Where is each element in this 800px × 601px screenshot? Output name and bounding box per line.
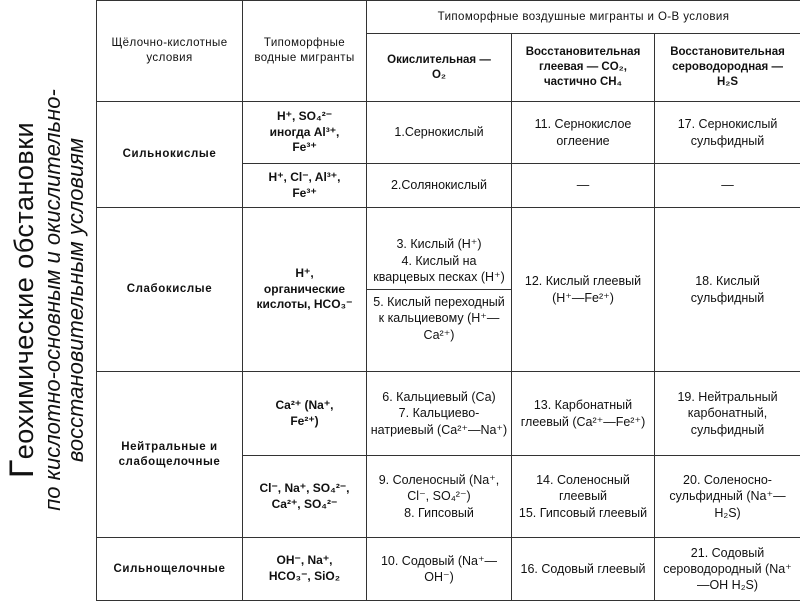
header-conditions: Щёлочно-кислотные условия — [97, 1, 243, 102]
cell-migrants: Cl⁻, Na⁺, SO₄²⁻, Ca²⁺, SO₄²⁻ — [243, 456, 367, 538]
side-title — [0, 0, 92, 600]
page-title: Геохимические обстановки — [5, 0, 41, 600]
row-label-strong-acid: Сильнокислые — [97, 102, 243, 208]
cell-environment: 6. Кальциевый (Ca) 7. Кальциево-натриевый (Ca²⁺—Na⁺) — [367, 372, 512, 456]
header-oxidizing: Окислительная — O₂ — [367, 34, 512, 102]
cell-environment: 14. Соленосный глеевый 15. Гипсовый глеевый — [512, 456, 655, 538]
cell-environment: 20. Соленосно-сульфидный (Na⁺—H₂S) — [655, 456, 800, 538]
cell-environment: 3. Кислый (H⁺) 4. Кислый на кварцевых песках (H⁺) 5. Кислый переходный к кальциевому (H⁺—Ca²⁺) — [367, 208, 512, 372]
cell-environment: 18. Кислый сульфидный — [655, 208, 800, 372]
header-hydrogen-sulfide: Восстановительная сероводородная — H₂S — [655, 34, 800, 102]
cell-environment: 1.Сернокислый — [367, 102, 512, 164]
cell-environment: 21. Содовый сероводородный (Na⁺—OH H₂S) — [655, 538, 800, 601]
page-subtitle-line2: восстановительным условиям — [64, 0, 87, 600]
cell-migrants: H⁺, Cl⁻, Al³⁺, Fe³⁺ — [243, 164, 367, 208]
cell-migrants: OH⁻, Na⁺, HCO₃⁻, SiO₂ — [243, 538, 367, 601]
header-air-migrants: Типоморфные воздушные мигранты и О-В условия — [367, 1, 800, 34]
cell-environment: — — [512, 164, 655, 208]
cell-environment: 17. Сернокислый сульфидный — [655, 102, 800, 164]
cell-divider — [367, 289, 511, 290]
row-label-weak-acid: Слабокислые — [97, 208, 243, 372]
cell-environment: 9. Соленосный (Na⁺, Cl⁻, SO₄²⁻) 8. Гипсовый — [367, 456, 512, 538]
cell-migrants: H⁺, SO₄²⁻ иногда Al³⁺, Fe³⁺ — [243, 102, 367, 164]
cell-environment: 12. Кислый глеевый (H⁺—Fe²⁺) — [512, 208, 655, 372]
row-label-strong-alkaline: Сильнощелочные — [97, 538, 243, 601]
cell-environment: 2.Солянокислый — [367, 164, 512, 208]
cell-migrants: Ca²⁺ (Na⁺, Fe²⁺) — [243, 372, 367, 456]
cell-environment: 10. Содовый (Na⁺—OH⁻) — [367, 538, 512, 601]
cell-migrants: H⁺, органические кислоты, HCO₃⁻ — [243, 208, 367, 372]
cell-environment: 19. Нейтральный карбонатный, сульфидный — [655, 372, 800, 456]
cell-environment: 13. Карбонатный глеевый (Ca²⁺—Fe²⁺) — [512, 372, 655, 456]
cell-environment: 16. Содовый глеевый — [512, 538, 655, 601]
header-water-migrants: Типоморфные водные мигранты — [243, 1, 367, 102]
geochemical-table — [96, 0, 800, 601]
page-subtitle-line1: по кислотно-основным и окислительно- — [41, 0, 64, 600]
cell-environment: 11. Сернокислое оглеение — [512, 102, 655, 164]
row-label-neutral: Нейтральные и слабощелочные — [97, 372, 243, 538]
cell-environment: — — [655, 164, 800, 208]
header-gley: Восстановительная глеевая — CO₂, частично CH₄ — [512, 34, 655, 102]
